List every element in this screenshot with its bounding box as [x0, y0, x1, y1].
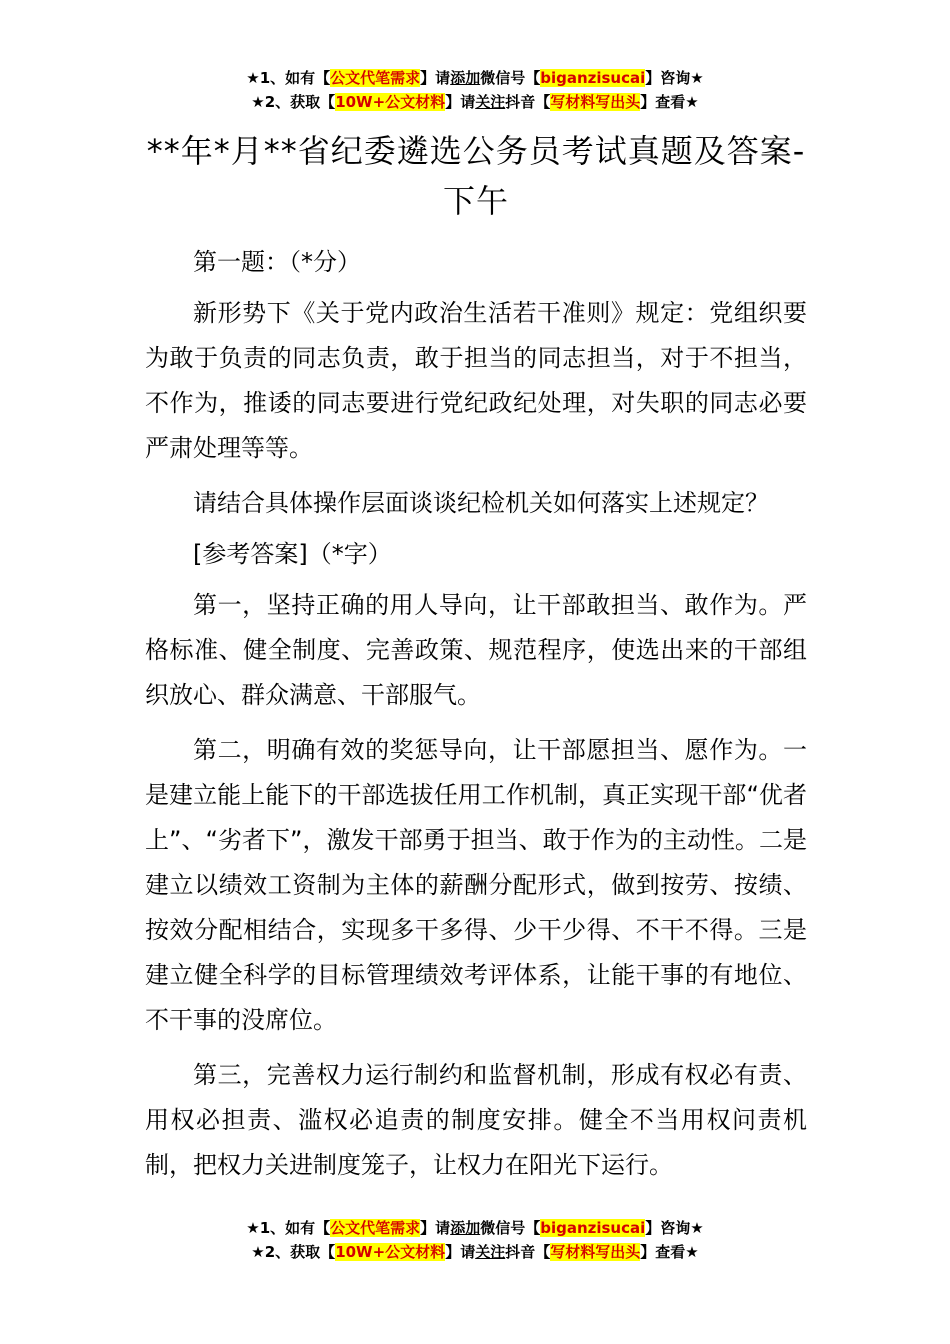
question-prompt: 请结合具体操作层面谈谈纪检机关如何落实上述规定？	[193, 489, 769, 517]
douyin-account: 写材料写出头	[550, 93, 641, 111]
answer-point-2: 第二，明确有效的奖惩导向，让干部愿担当、愿作为。一是建立能上能下的干部选拔任用工作机制，真正实现干部“优者上”、“劣者下”，激发干部勇于担当、敢于作为的主动性。二是建立以绩效工资制为主体的薪酬分配形式，做到按劳、按绩、按效分配相结合，实现多干多得、少干少得、不干不得。三是建立健全科学的目标管理绩效考评体系，让能干事的有地位、不干事的没席位。	[145, 736, 807, 1034]
banner-line-1: ★1、如有【公文代笔需求】请添加微信号【biganzisucai】咨询★	[246, 1219, 704, 1237]
wechat-id: biganzisucai	[540, 1219, 646, 1237]
banner-line-2: ★2、获取【10W+公文材料】请关注抖音【写材料写出头】查看★	[251, 93, 699, 111]
wechat-id: biganzisucai	[540, 69, 646, 87]
document-body	[145, 126, 807, 1198]
highlight-text: 公文代笔需求	[330, 1219, 421, 1237]
question-heading: 第一题：（*分）	[193, 248, 361, 276]
highlight-text: 公文代笔需求	[330, 69, 421, 87]
douyin-account: 写材料写出头	[550, 1243, 641, 1261]
document-title: **年*月**省纪委遴选公务员考试真题及答案-下午	[146, 132, 806, 220]
highlight-text: 10W+公文材料	[335, 1243, 446, 1261]
header-banner	[0, 66, 950, 114]
highlight-text: 10W+公文材料	[335, 93, 446, 111]
answer-point-1: 第一，坚持正确的用人导向，让干部敢担当、敢作为。严格标准、健全制度、完善政策、规范程序，使选出来的干部组织放心、群众满意、干部服气。	[145, 591, 807, 709]
question-text: 新形势下《关于党内政治生活若干准则》规定：党组织要为敢于负责的同志负责，敢于担当的同志担当，对于不担当，不作为，推诿的同志要进行党纪政纪处理，对失职的同志必要严肃处理等等。	[145, 299, 807, 462]
banner-line-2: ★2、获取【10W+公文材料】请关注抖音【写材料写出头】查看★	[251, 1243, 699, 1261]
banner-line-1: ★1、如有【公文代笔需求】请添加微信号【biganzisucai】咨询★	[246, 69, 704, 87]
answer-point-3: 第三，完善权力运行制约和监督机制，形成有权必有责、用权必担责、滥权必追责的制度安排。健全不当用权问责机制，把权力关进制度笼子，让权力在阳光下运行。	[145, 1061, 807, 1179]
footer-banner	[0, 1216, 950, 1264]
answer-heading: [参考答案]（*字）	[193, 540, 392, 568]
